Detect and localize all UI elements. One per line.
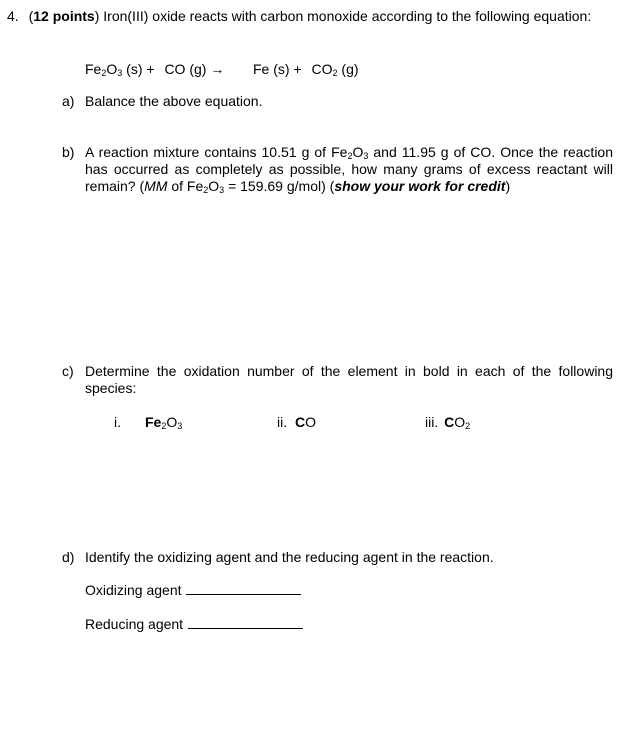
part-c-text: Determine the oxidation number of the element in bold in each of the following species:	[85, 363, 613, 396]
oxidizing-agent-row	[85, 582, 301, 599]
show-work-note: show your work for credit	[334, 178, 506, 194]
question-number: 4.	[7, 8, 19, 24]
part-c-label: c)	[62, 363, 74, 379]
equation-products: Fe $(s) + CO_2$ (g)	[253, 61, 359, 78]
reducing-agent-label: Reducing agent	[85, 616, 184, 632]
reducing-agent-blank[interactable]	[188, 616, 303, 629]
chemical-equation: $Fe_2O_3$ (s) + CO (g) →	[85, 61, 225, 78]
question-header: 4. (12 points) Iron(III) oxide reacts with carbon monoxide according to the following equation:	[7, 8, 592, 24]
species-ii: ii. CO	[277, 414, 317, 430]
part-d-text: Identify the oxidizing agent and the reducing agent in the reaction.	[85, 549, 494, 565]
species-i: $Fe_2O_3$	[145, 414, 183, 431]
part-d-label: d)	[62, 549, 75, 565]
oxidizing-agent-blank[interactable]	[186, 582, 301, 595]
part-b-label: b)	[62, 144, 75, 160]
part-a-text: Balance the above equation.	[85, 93, 263, 109]
oxidizing-agent-label: Oxidizing agent	[85, 582, 182, 598]
points-label: 12 points	[33, 8, 95, 24]
question-intro: ) Iron(III) oxide reacts with carbon monoxide according to the following equation:	[94, 8, 592, 24]
reducing-agent-row	[85, 616, 303, 633]
species-i-label: i.	[114, 414, 121, 430]
part-a-label: a)	[62, 93, 75, 109]
part-b-text: A reaction mixture contains 10.51 g of $Fe_2O_3$ and 11.95 g of CO. Once the reaction has occurred as completely as possible, how many grams of excess reactant will remain? (MM of $Fe_2O_3 = 159.69$ g/mol) (show your work for credit)	[85, 144, 613, 195]
species-iii: iii. $CO_2$	[425, 414, 471, 431]
